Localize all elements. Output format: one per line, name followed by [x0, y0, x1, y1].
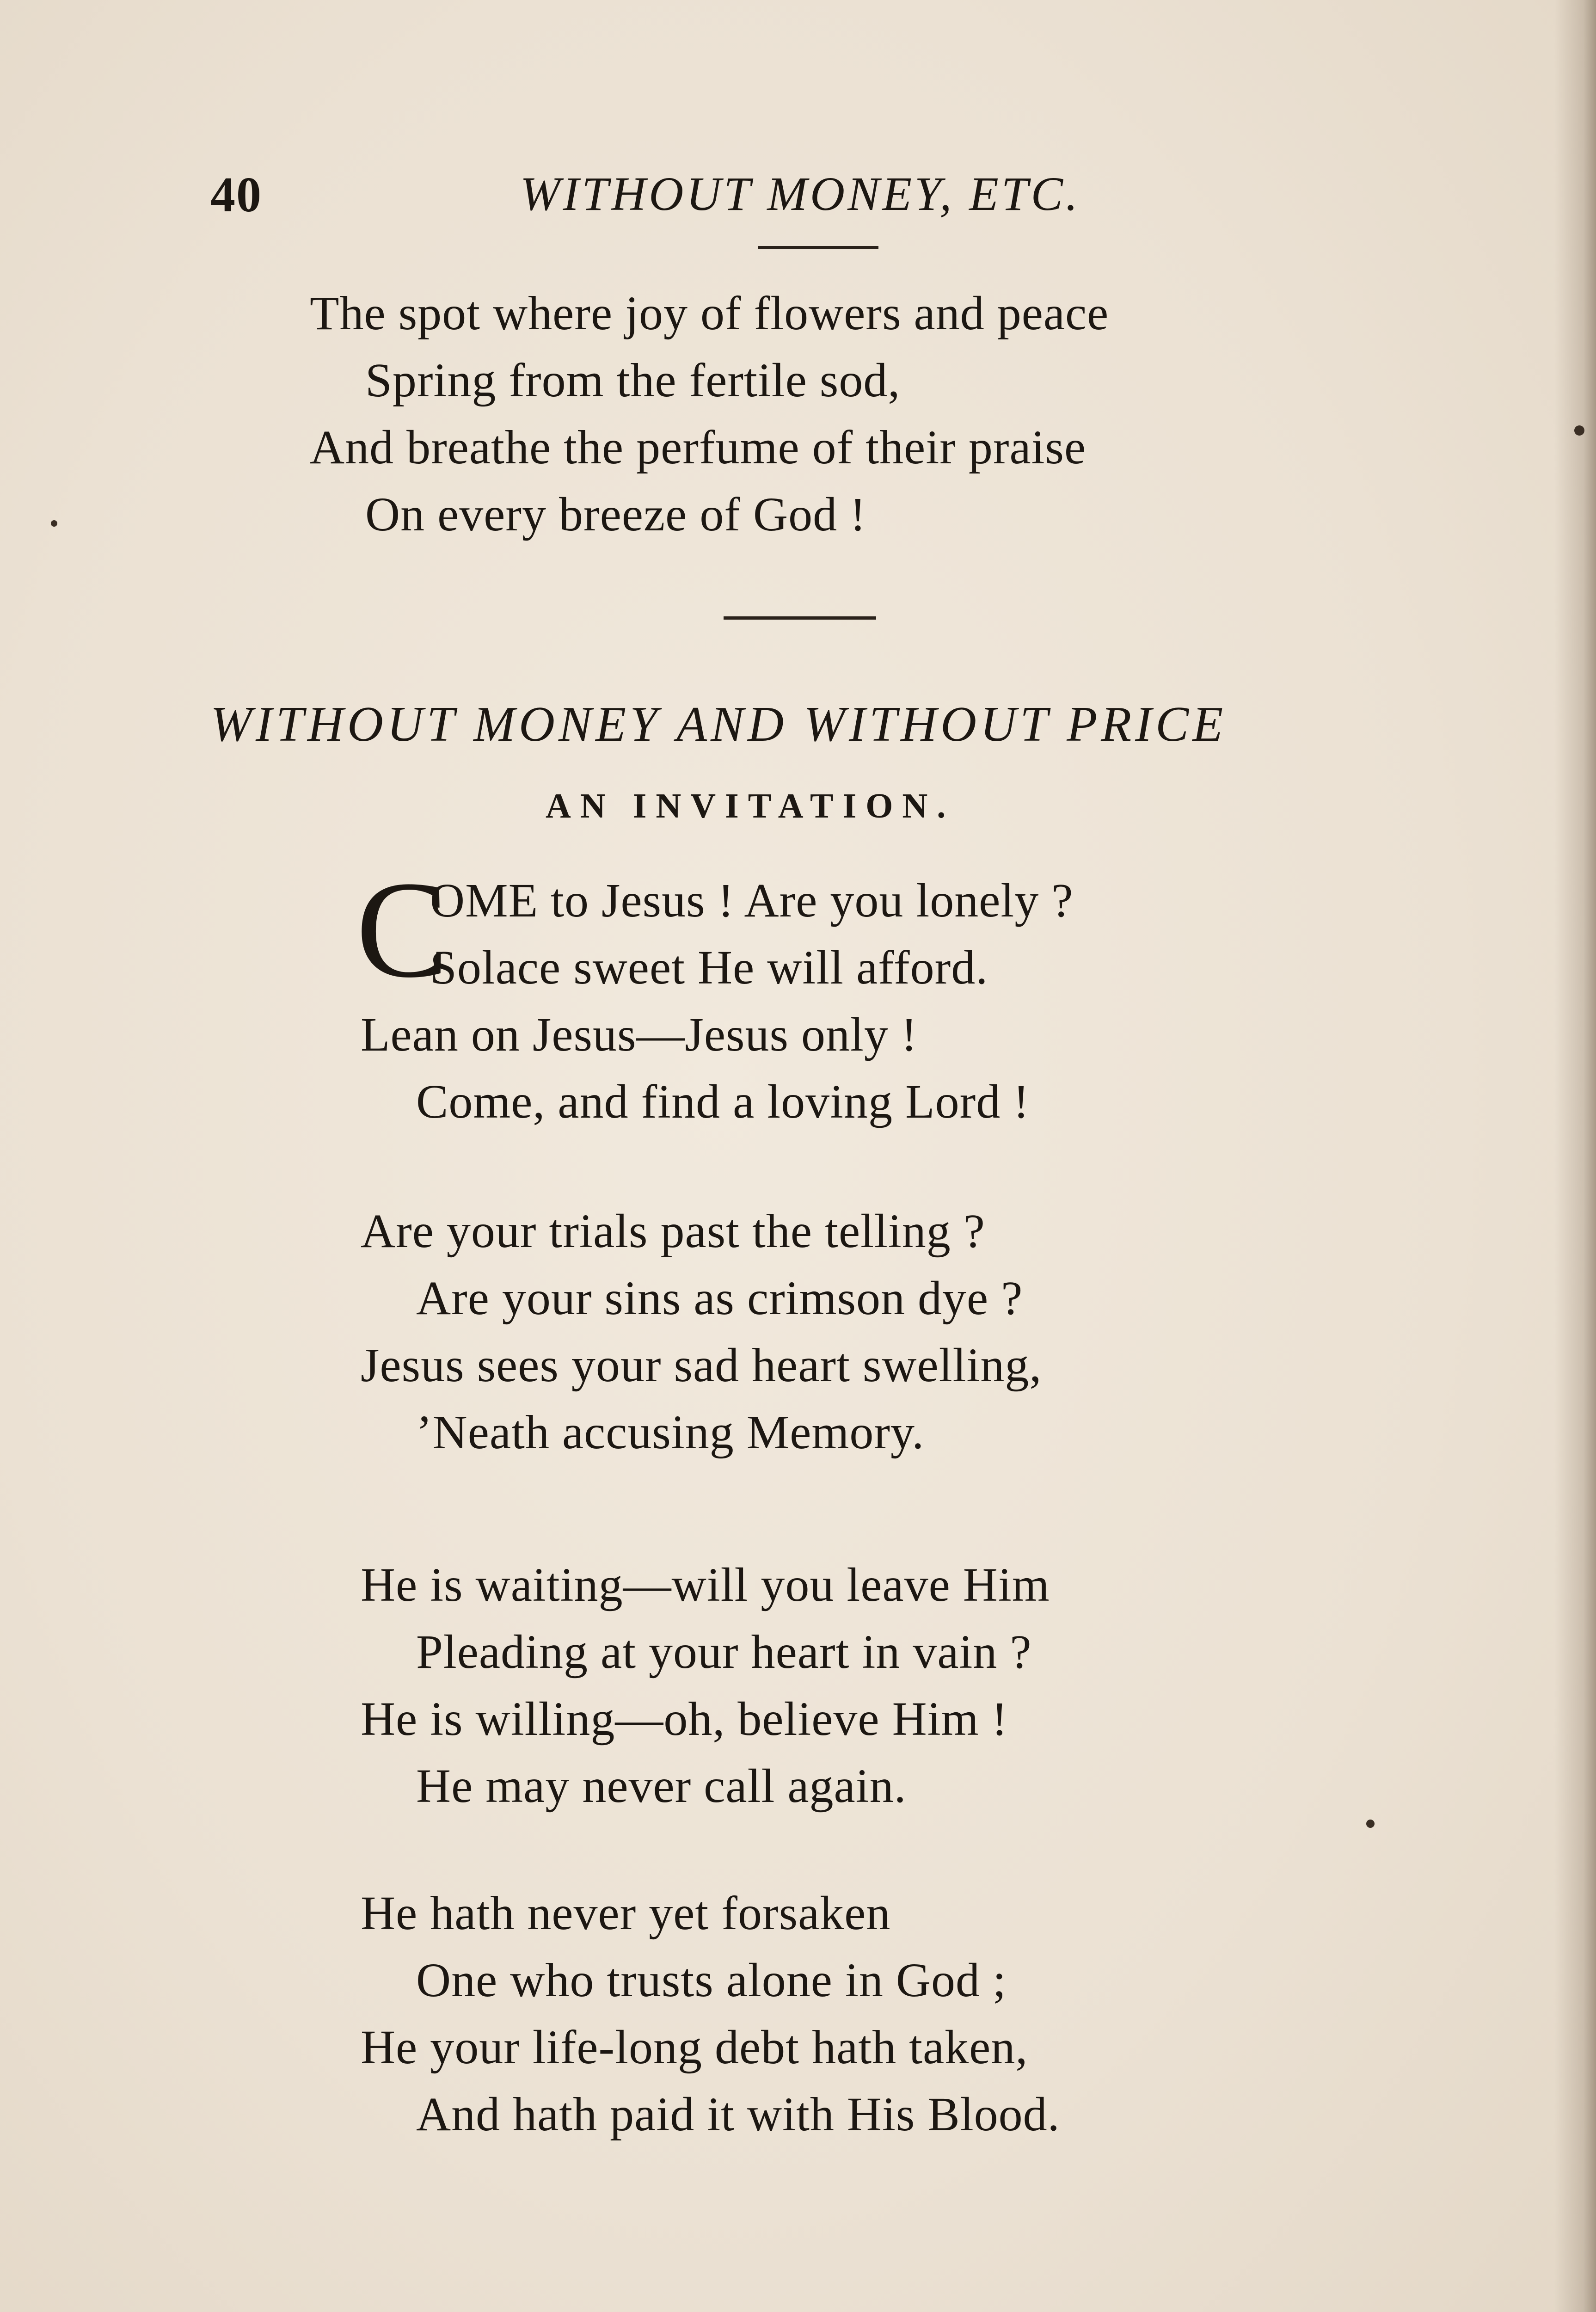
poem-stanza-4: [361, 1880, 1060, 2148]
verse-line: The spot where joy of flowers and peace: [310, 287, 1109, 340]
verse-line: Are your sins as crimson dye ?: [416, 1272, 1023, 1325]
verse-line: He hath never yet forsaken: [361, 1887, 891, 1940]
header-rule: [758, 246, 878, 249]
verse-line: Jesus sees your sad heart swelling,: [361, 1339, 1042, 1392]
verse-line: OME to Jesus ! Are you lonely ?: [430, 874, 1074, 927]
section-divider-rule: [724, 616, 876, 620]
ink-speck: [51, 520, 57, 527]
previous-poem-stanza: [310, 280, 1109, 548]
drop-cap: C: [356, 853, 449, 1006]
page-header: [210, 166, 1385, 227]
verse-line: He your life-long debt hath taken,: [361, 2021, 1028, 2074]
page-number: 40: [210, 167, 262, 222]
poem-stanza-1: [361, 867, 1073, 1135]
ink-speck: [1574, 425, 1584, 436]
verse-line: Lean on Jesus—Jesus only !: [361, 1008, 918, 1061]
verse-line: Are your trials past the telling ?: [361, 1205, 985, 1258]
verse-line: He is willing—oh, believe Him !: [361, 1692, 1008, 1746]
verse-line: Pleading at your heart in vain ?: [416, 1625, 1032, 1679]
verse-line: On every breeze of God !: [365, 488, 866, 541]
verse-line: Come, and find a loving Lord !: [416, 1075, 1030, 1128]
page-edge-shadow: [1554, 0, 1596, 2312]
verse-line: Solace sweet He will afford.: [430, 941, 988, 994]
verse-line: Spring from the fertile sod,: [365, 354, 901, 407]
verse-line: ’Neath accusing Memory.: [416, 1406, 925, 1459]
verse-line: And hath paid it with His Blood.: [416, 2088, 1060, 2141]
verse-line: He is waiting—will you leave Him: [361, 1558, 1050, 1611]
verse-line: He may never call again.: [416, 1759, 907, 1813]
verse-line: And breathe the perfume of their praise: [310, 421, 1087, 474]
poem-stanza-2: [361, 1198, 1042, 1466]
ink-speck: [1366, 1820, 1375, 1828]
verse-line: One who trusts alone in God ;: [416, 1954, 1007, 2007]
running-title: WITHOUT MONEY, ETC.: [520, 167, 1081, 221]
poem-stanza-3: [361, 1551, 1050, 1820]
poem-subtitle: AN INVITATION.: [546, 787, 955, 825]
poem-title: WITHOUT MONEY AND WITHOUT PRICE: [210, 697, 1227, 752]
